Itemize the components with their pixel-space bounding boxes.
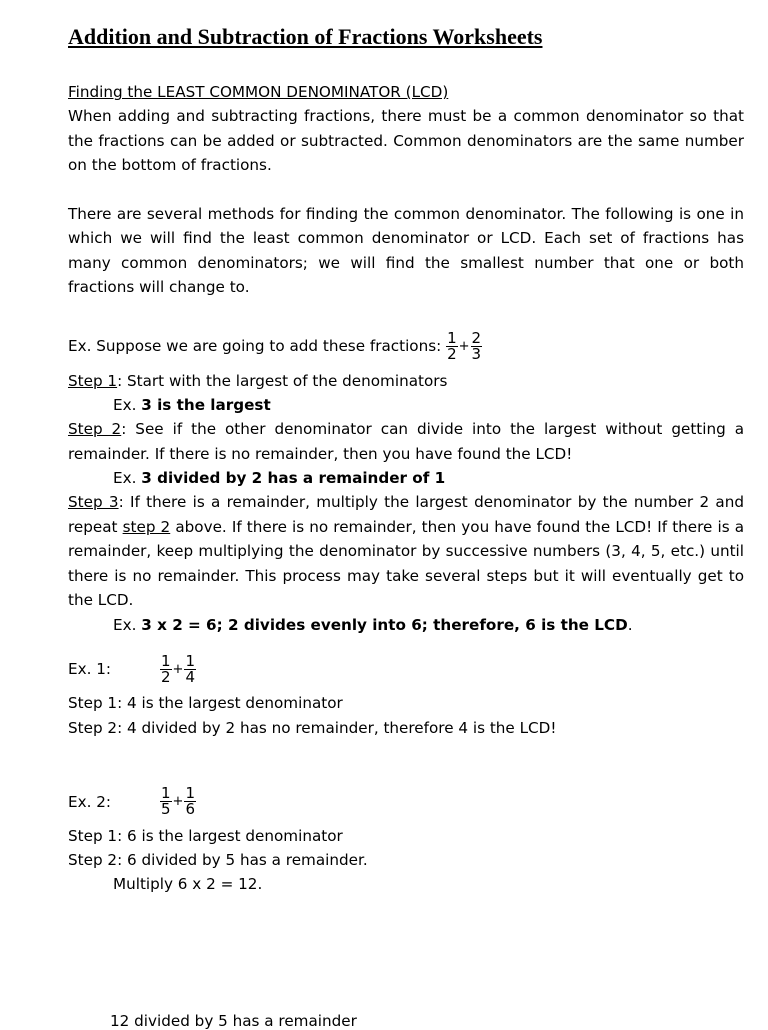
cut-off-line: 12 divided by 5 has a remainder: [110, 1012, 357, 1030]
example-expression: [446, 324, 482, 369]
example-intro-text: Ex. Suppose we are going to add these fractions:: [68, 336, 442, 355]
step-2-label: Step 2: [68, 420, 122, 439]
fraction: $\frac{1}{4}$: [185, 651, 195, 686]
step-1-example: Ex. 3 is the largest: [113, 395, 271, 414]
fraction: $\frac{1}{2}$: [447, 329, 457, 364]
example-1-step-1: Step 1: 4 is the largest denominator: [68, 694, 343, 713]
page-title: Addition and Subtraction of Fractions Worksheets: [68, 24, 543, 49]
example-2-label: Ex. 2:: [68, 792, 112, 811]
example-1-expression: [160, 651, 196, 686]
intro-paragraph: When adding and subtracting fractions, there must be a common denominator so that the fractions can be added or subtracted. Common denominators are the same number on the bottom of fractions.: [68, 107, 744, 175]
plus-sign: +: [458, 338, 470, 354]
fraction: $\frac{1}{6}$: [185, 784, 195, 819]
example-2-header: [68, 780, 744, 824]
step-2-example: Ex. 3 divided by 2 has a remainder of 1: [113, 469, 446, 488]
step-3-example: Ex. 3 x 2 = 6; 2 divides evenly into 6; therefore, 6 is the LCD.: [113, 615, 633, 634]
step-1-label: Step 1: [68, 371, 118, 390]
step-1-line: Step 1: Start with the largest of the denominators: [68, 371, 448, 390]
fraction: $\frac{2}{3}$: [471, 329, 482, 364]
example-1-step-2: Step 2: 4 divided by 2 has no remainder, therefore 4 is the LCD!: [68, 718, 557, 737]
step-2-paragraph: Step 2: See if the other denominator can divide into the largest without getting a remainder. If there is no remainder, then you have found the LCD!: [68, 420, 745, 463]
example-1-label: Ex. 1:: [68, 660, 112, 679]
section-heading: Finding the LEAST COMMON DENOMINATOR (LCD): [68, 83, 449, 101]
step-3-paragraph: Step 3: If there is a remainder, multiply the largest denominator by the number 2 and repeat step 2 above. If there is no remainder, then you have found the LCD! If there is a remainder, keep multiplying the denominator by successive numbers (3, 4, 5, etc.) until there is no remainder. This process may take several steps but it will eventually get to the LCD.: [68, 493, 745, 610]
example-1-header: [68, 647, 744, 691]
plus-sign: +: [172, 794, 184, 810]
step-2-reference: step 2: [122, 517, 171, 536]
step-3-label: Step 3: [68, 493, 119, 512]
example-2-step-1: Step 1: 6 is the largest denominator: [68, 826, 343, 845]
methods-paragraph: There are several methods for finding the common denominator. The following is one in which we will find the least common denominator or LCD. Each set of fractions has many common denominators; we will find the smallest number that one or both fractions will change to.: [68, 204, 744, 297]
example-intro: [68, 324, 744, 369]
example-2-expression: [160, 786, 196, 817]
fraction: $\frac{1}{5}$: [161, 784, 171, 819]
fraction: $\frac{1}{2}$: [161, 651, 171, 686]
example-2-step-2: Step 2: 6 divided by 5 has a remainder.: [68, 851, 368, 870]
plus-sign: +: [172, 661, 184, 677]
example-2-multiply: Multiply 6 x 2 = 12.: [113, 875, 263, 894]
worksheet-page: [68, 22, 744, 897]
